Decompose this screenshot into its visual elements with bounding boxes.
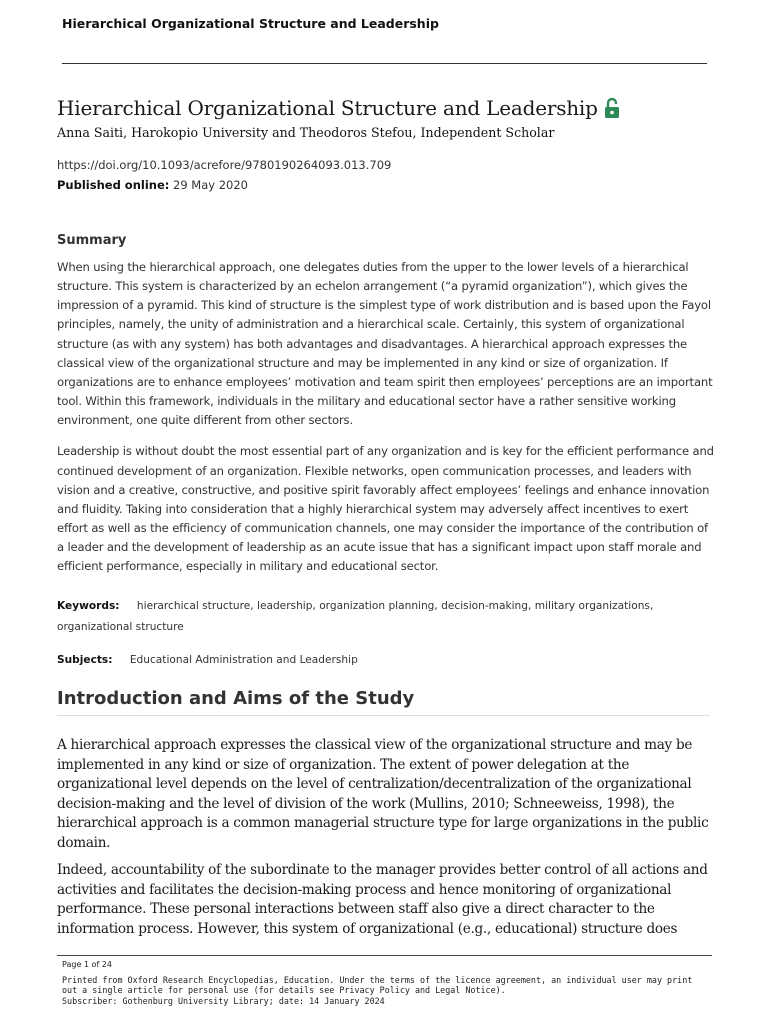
keyword-link[interactable]: hierarchical structure (136, 600, 251, 612)
paragraph-text: ; Schneeweiss, (504, 795, 607, 812)
page-number: Page 1 of 24 (62, 960, 112, 969)
keyword-link[interactable]: organizational structure (57, 621, 184, 633)
published-date: 29 May 2020 (173, 178, 249, 192)
citation-link[interactable]: 1998 (606, 795, 640, 812)
open-access-lock-icon (604, 97, 620, 119)
paragraph-text: ), the hierarchical approach is a common managerial structure type for large organizations in the public domain. (57, 795, 709, 851)
footer-divider (57, 955, 712, 956)
body-paragraph-1 (57, 736, 717, 853)
summary-paragraph-2: Leadership is without doubt the most essential part of any organization and is key for the efficient performance and continued development of an organization. Flexible networks, open communication processes, and leaders with vision and a creative, constructive, and positive spirit favorably affect employees’ feelings and enhance innovation and fluidity. Taking into consideration that a highly hierarchical system may adversely affect incentives to exert effort as well as the efficiency of communication channels, one may consider the importance of the contribution of a leader and the development of leadership as an acute issue that has a significant impact upon staff morale and efficient performance, especially in military and educational sector. (57, 444, 714, 574)
article-authors: Anna Saiti, Harokopio University and Theodoros Stefou, Independent Scholar (57, 125, 555, 140)
summary-paragraph-1: When using the hierarchical approach, one delegates duties from the upper to the lower levels of a hierarchical structure. This system is characterized by an echelon arrangement (“a pyramid organization”), which gives the impression of a pyramid. This kind of structure is the simplest type of work distribution and is based upon the Fayol principles, namely, the unity of administration and a hierarchical scale. Certainly, this system of organizational structure (as with any system) has both advantages and disadvantages. A hierarchical approach expresses the classical view of the organizational structure and may be implemented in any kind or size of organization. If organizations are to enhance employees’ motivation and team spirit then employees’ perceptions are an important tool. Within this framework, individuals in the military and educational sector have a rather sensitive working environment, one quite different from other sectors. (57, 260, 713, 428)
section-divider (57, 715, 710, 716)
header-divider (62, 63, 707, 64)
article-title: Hierarchical Organizational Structure and Leadership (57, 96, 598, 120)
body-text (57, 736, 717, 947)
subjects-label: Subjects: (57, 654, 113, 666)
subscriber-info: Subscriber: Gothenburg University Library; date: 14 January 2024 (62, 996, 385, 1006)
keywords-label: Keywords: (57, 600, 120, 612)
paragraph-text: A hierarchical approach expresses the classical view of the organizational structure and may be implemented in any kind or size of organization. The extent of power delegation at the organizational level depends on the level of centralization/decentralization of the organizational decision-making and the level of division of the work (Mullins, (57, 737, 693, 812)
keyword-link[interactable]: leadership (257, 600, 313, 612)
subject-link[interactable]: Educational Administration and Leadership (129, 654, 358, 666)
published-label: Published online: (57, 178, 170, 192)
keywords: Keywords: hierarchical structure, leadership, organization planning, decision-making, military organizations, organizational structure (57, 600, 654, 633)
running-head: Hierarchical Organizational Structure and Leadership (62, 16, 439, 31)
subjects (57, 654, 358, 666)
keyword-link[interactable]: decision-making (441, 600, 528, 612)
citation-link[interactable]: 2010 (471, 795, 505, 812)
body-paragraph-2: Indeed, accountability of the subordinate to the manager provides better control of all actions and activities and facilitates the decision-making process and hence monitoring of organizational performance. These personal interactions between staff also give a direct character to the information process. However, this system of organizational (e.g., educational) structure does (57, 862, 708, 937)
title-row (57, 96, 620, 120)
keyword-link[interactable]: organization planning (319, 600, 435, 612)
published-online (57, 178, 248, 192)
section-heading: Introduction and Aims of the Study (57, 688, 415, 709)
summary-text (57, 258, 715, 589)
licence-notice: Printed from Oxford Research Encyclopedias, Education. Under the terms of the licence agreement, an individual user may print out a single article for personal use (for details see Privacy Policy and Legal Notice). (62, 975, 693, 995)
doi-link[interactable]: https://doi.org/10.1093/acrefore/9780190264093.013.709 (57, 158, 392, 172)
summary-heading: Summary (57, 233, 127, 248)
keyword-link[interactable]: military organizations (534, 600, 650, 612)
